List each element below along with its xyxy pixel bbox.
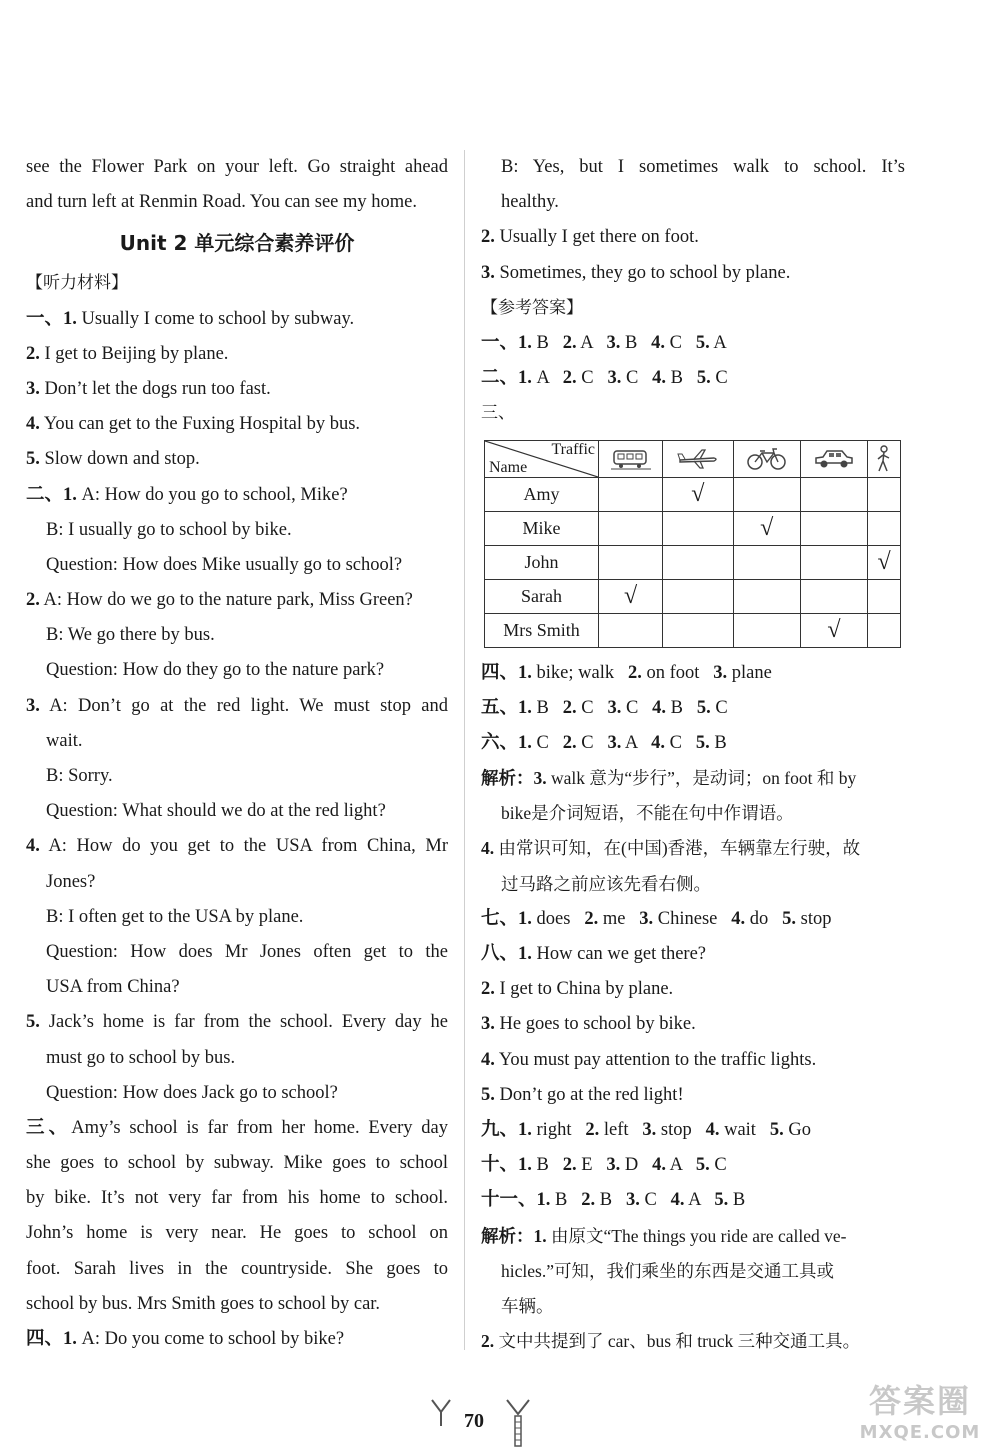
item-number: 六、1. <box>481 732 532 753</box>
table-row <box>485 511 901 545</box>
text-line <box>481 150 905 185</box>
item-number: 5. <box>696 368 711 389</box>
text-line <box>481 220 905 255</box>
answer-text: D <box>620 1155 653 1176</box>
item-number: 十、1. <box>481 1155 532 1176</box>
answer-line <box>481 761 905 796</box>
item-number: 4. <box>481 838 495 859</box>
answer-text: B <box>666 697 697 718</box>
text-line <box>26 689 448 724</box>
answer-text: C <box>665 332 696 353</box>
line-text: Jack’s home is far from the school. Every day he <box>39 1012 448 1033</box>
check-mark-icon: √ <box>877 549 891 575</box>
text-line <box>26 724 448 759</box>
item-number: 3. <box>639 908 654 929</box>
text-line <box>26 513 448 548</box>
table-cell <box>733 477 800 511</box>
answer-text: I get to China by plane. <box>494 979 674 1000</box>
item-number: 5. <box>26 1012 40 1033</box>
item-number: 2. <box>562 332 577 353</box>
table-cell <box>599 511 663 545</box>
student-name: Mike <box>485 511 599 545</box>
intro-line: see the Flower Park on your left. Go straight ahead <box>26 157 448 177</box>
table-cell <box>800 545 867 579</box>
table-cell <box>733 511 800 545</box>
item-number: 4. <box>652 697 667 718</box>
answer-line <box>481 1289 905 1324</box>
answer-line <box>481 1219 905 1254</box>
section-label: 三、 <box>481 403 515 424</box>
answer-line <box>481 326 905 361</box>
answer-text: C <box>531 732 563 753</box>
line-text: Don’t let the dogs run too fast. <box>39 378 271 399</box>
table-cell <box>663 511 733 545</box>
item-number: 四、1. <box>481 662 532 683</box>
item-number: 一、1. <box>26 308 77 329</box>
table-cell <box>733 613 800 647</box>
text-line <box>26 794 448 829</box>
table-cell <box>663 477 733 511</box>
line-text: Slow down and stop. <box>39 449 200 470</box>
line-text: A: Don’t go at the red light. We must stop and <box>39 695 448 716</box>
item-number: 4. <box>652 368 667 389</box>
table-cell <box>599 477 663 511</box>
answer-text: 文中共提到了 car、bus 和 truck 三种交通工具。 <box>494 1331 861 1352</box>
item-number: 3. <box>625 1190 640 1211</box>
line-text: B: I often get to the USA by plane. <box>46 906 304 927</box>
answer-text: C <box>576 368 608 389</box>
item-number: 4. <box>651 732 666 753</box>
table-cell <box>800 477 867 511</box>
table-cell <box>868 511 901 545</box>
item-number: 2. <box>585 1119 600 1140</box>
text-line <box>26 1041 448 1076</box>
answer-text: B <box>550 1190 582 1211</box>
column-divider <box>464 150 465 1350</box>
answer-text: A <box>709 332 727 353</box>
item-number: 5. <box>696 697 711 718</box>
text-line <box>26 935 448 970</box>
text-line <box>26 302 448 337</box>
item-number: 3. <box>481 1014 495 1035</box>
item-number: 4. <box>652 1155 667 1176</box>
line-text: Sometimes, they go to school by plane. <box>494 262 791 283</box>
table-row <box>485 579 901 613</box>
text-line <box>26 970 448 1005</box>
line-text: Question: How do they go to the nature park? <box>46 660 385 681</box>
text-line <box>26 337 448 372</box>
page-ornament-left-icon <box>430 1398 452 1428</box>
answer-text: left <box>599 1119 643 1140</box>
table-row <box>485 613 901 647</box>
table-cell <box>868 477 901 511</box>
answer-line <box>481 726 905 761</box>
item-number: 七、1. <box>481 908 532 929</box>
item-number: 二、1. <box>26 484 77 505</box>
header-traffic-label: Traffic <box>551 440 595 458</box>
table-row <box>485 545 901 579</box>
left-column <box>26 150 448 1357</box>
plane-icon <box>663 440 733 477</box>
item-number: 3. <box>607 732 622 753</box>
answer-text: C <box>576 697 608 718</box>
intro-line: and turn left at Renmin Road. You can see my home. <box>26 192 418 213</box>
answer-text: on foot <box>641 662 714 683</box>
answer-line <box>481 937 905 972</box>
item-number: 5. <box>26 449 40 470</box>
answer-text: You must pay attention to the traffic lights. <box>494 1049 817 1070</box>
item-number: 四、1. <box>26 1329 77 1349</box>
answer-line <box>481 691 905 726</box>
line-text: B: Sorry. <box>46 766 113 786</box>
text-line <box>26 442 448 477</box>
answer-text: do <box>745 908 783 929</box>
answer-text: C <box>710 368 728 389</box>
answer-text: A <box>666 1155 696 1176</box>
item-number: 5. <box>481 1084 495 1105</box>
line-text: foot. Sarah lives in the countryside. She goes to <box>26 1258 448 1279</box>
line-text: A: Do you come to school by bike? <box>76 1329 345 1349</box>
answer-text: A <box>621 732 652 753</box>
table-row <box>485 477 901 511</box>
text-line <box>26 865 448 900</box>
check-mark-icon: √ <box>827 617 841 643</box>
table-cell <box>663 579 733 613</box>
item-number: 3. <box>481 262 495 283</box>
text-line <box>26 372 448 407</box>
item-number: 2. <box>481 979 495 1000</box>
item-number: 解析：1. <box>481 1225 547 1246</box>
traffic-table <box>484 440 901 648</box>
answer-line <box>481 867 905 902</box>
item-number: 3. <box>607 697 622 718</box>
listening-script <box>26 302 448 1358</box>
answer-text: C <box>639 1190 671 1211</box>
item-number: 3. <box>607 368 622 389</box>
check-mark-icon: √ <box>623 583 638 609</box>
item-number: 4. <box>651 332 666 353</box>
table-cell <box>868 613 901 647</box>
table-header-row <box>485 440 901 477</box>
answer-text: A <box>531 368 563 389</box>
item-number: 2. <box>584 908 599 929</box>
line-text: Question: How does Mike usually go to school? <box>46 554 403 575</box>
line-text: she goes to school by subway. Mike goes to school <box>26 1153 448 1174</box>
text-line <box>26 548 448 583</box>
answer-list <box>481 656 905 1360</box>
answer-text: C <box>710 697 728 718</box>
answer-text: B <box>709 732 727 753</box>
line-text: B: Yes, but I sometimes walk to school. It’s <box>501 157 905 177</box>
answer-line <box>481 1007 905 1042</box>
table-cell <box>599 579 663 613</box>
table-cell <box>599 613 663 647</box>
item-number: 4. <box>26 414 40 435</box>
answer-text: B <box>531 1155 563 1176</box>
answer-text: B <box>531 697 563 718</box>
answer-text: me <box>598 908 640 929</box>
answer-text: C <box>576 732 608 753</box>
answers-label: 【参考答案】 <box>481 297 583 318</box>
answer-line <box>481 656 905 691</box>
item-number: 2. <box>562 697 577 718</box>
answer-text: C <box>621 368 653 389</box>
student-name: Sarah <box>485 579 599 613</box>
line-text: USA from China? <box>46 977 180 998</box>
item-number: 4. <box>26 836 40 857</box>
item-number: 2. <box>627 662 642 683</box>
unit-title: Unit 2 单元综合素养评价 <box>119 231 355 256</box>
text-line <box>26 1322 448 1357</box>
item-number: 3. <box>642 1119 657 1140</box>
answer-line <box>481 1183 905 1218</box>
item-number: 2. <box>581 1190 596 1211</box>
line-text: Question: What should we do at the red light? <box>46 801 386 822</box>
bike-icon <box>733 440 800 477</box>
text-line <box>26 653 448 688</box>
answer-line <box>481 1043 905 1078</box>
table-cell <box>800 579 867 613</box>
answer-line <box>481 796 905 831</box>
answer-line <box>481 1148 905 1183</box>
line-text: Amy’s school is far from her home. Every day <box>71 1117 448 1138</box>
item-number: 5. <box>714 1190 729 1211</box>
line-text: A: How do you go to school, Mike? <box>76 484 348 505</box>
text-line <box>26 1005 448 1040</box>
item-number: 2. <box>26 343 40 364</box>
item-number: 三、 <box>26 1117 72 1138</box>
watermark-domain: MXQE.COM <box>859 1422 981 1443</box>
text-line <box>26 1111 448 1146</box>
table-cell <box>733 545 800 579</box>
answer-text: 车辆。 <box>501 1295 554 1316</box>
line-text: B: We go there by bus. <box>46 625 215 646</box>
answer-text: plane <box>727 662 772 683</box>
table-cell <box>733 579 800 613</box>
answer-text: B <box>728 1190 746 1211</box>
table-corner-cell <box>485 440 599 477</box>
right-column <box>481 150 905 1359</box>
answer-text: E <box>576 1155 607 1176</box>
item-number: 5. <box>695 1155 710 1176</box>
text-line <box>26 759 448 794</box>
line-text: B: I usually go to school by bike. <box>46 519 292 540</box>
text-line <box>26 618 448 653</box>
item-number: 2. <box>562 732 577 753</box>
item-number: 5. <box>769 1119 784 1140</box>
answer-text: 由常识可知，在(中国)香港，车辆靠左行驶，故 <box>494 838 861 859</box>
page-number: 70 <box>464 1410 484 1432</box>
line-text: John’s home is very near. He goes to school on <box>26 1223 448 1244</box>
item-number: 2. <box>481 227 495 248</box>
answer-text: 由原文“The things you ride are called ve- <box>546 1225 847 1246</box>
answer-text: right <box>531 1119 586 1140</box>
text-line <box>26 583 448 618</box>
student-name: Amy <box>485 477 599 511</box>
item-number: 八、1. <box>481 944 532 964</box>
line-text: Jones? <box>46 871 96 892</box>
answer-text: B <box>620 332 652 353</box>
answer-line <box>481 1254 905 1289</box>
answer-line <box>481 361 905 396</box>
answer-text: He goes to school by bike. <box>494 1014 696 1035</box>
check-mark-icon: √ <box>760 515 774 541</box>
text-line <box>26 407 448 442</box>
line-text: school by bus. Mrs Smith goes to school by car. <box>26 1293 381 1314</box>
walk-icon <box>868 440 901 477</box>
item-number: 2. <box>481 1331 495 1352</box>
text-line <box>26 1146 448 1181</box>
listening-script-continued <box>481 150 905 291</box>
answer-text: C <box>709 1155 727 1176</box>
answer-text: bike; walk <box>531 662 628 683</box>
table-cell <box>599 545 663 579</box>
line-text: Question: How does Jack go to school? <box>46 1082 338 1103</box>
listening-label: 【听力材料】 <box>26 273 128 294</box>
answer-text: B <box>595 1190 626 1211</box>
item-number: 五、1. <box>481 697 532 718</box>
line-text: I get to Beijing by plane. <box>39 343 229 364</box>
item-number: 4. <box>481 1049 495 1070</box>
check-mark-icon: √ <box>691 481 705 507</box>
answer-text: C <box>621 697 653 718</box>
item-number: 3. <box>606 1155 621 1176</box>
line-text: You can get to the Fuxing Hospital by bus. <box>39 414 361 435</box>
text-line <box>481 256 905 291</box>
line-text: must go to school by bus. <box>46 1047 236 1068</box>
student-name: Mrs Smith <box>485 613 599 647</box>
item-number: 5. <box>695 732 710 753</box>
answer-line <box>481 972 905 1007</box>
item-number: 2. <box>26 590 40 611</box>
answer-text: wait <box>719 1119 770 1140</box>
item-number: 4. <box>705 1119 720 1140</box>
item-number: 4. <box>731 908 746 929</box>
text-line <box>26 900 448 935</box>
answer-line <box>481 1324 905 1359</box>
line-text: A: How do we go to the nature park, Miss Green? <box>39 590 413 611</box>
text-line <box>26 1216 448 1251</box>
item-number: 3. <box>606 332 621 353</box>
answer-text: 过马路之前应该先看右侧。 <box>501 873 711 894</box>
item-number: 5. <box>782 908 797 929</box>
item-number: 解析：3. <box>481 768 547 789</box>
text-line <box>26 1252 448 1287</box>
item-number: 4. <box>670 1190 685 1211</box>
text-line <box>26 829 448 864</box>
answer-text: C <box>665 732 696 753</box>
item-number: 2. <box>562 368 577 389</box>
answer-text: stop <box>656 1119 706 1140</box>
answer-text: bike是介词短语，不能在句中作谓语。 <box>501 803 794 824</box>
line-text: A: How do you get to the USA from China, Mr <box>39 836 448 857</box>
car-icon <box>800 440 867 477</box>
answer-text: How can we get there? <box>531 944 707 964</box>
item-number: 九、1. <box>481 1119 532 1140</box>
table-cell <box>800 511 867 545</box>
line-text: Usually I come to school by subway. <box>76 308 355 329</box>
text-line <box>481 185 905 220</box>
answer-line <box>481 831 905 866</box>
answer-text: A <box>684 1190 715 1211</box>
watermark-logo: 答案圈 <box>868 1382 971 1420</box>
text-line <box>26 1076 448 1111</box>
line-text: Question: How does Mr Jones often get to the <box>46 941 448 962</box>
line-text: by bike. It’s not very far from his home to school. <box>26 1188 448 1209</box>
item-number: 5. <box>695 332 710 353</box>
answer-text: stop <box>796 908 832 929</box>
text-line <box>26 1181 448 1216</box>
table-cell <box>868 545 901 579</box>
answer-text: does <box>531 908 585 929</box>
header-name-label: Name <box>489 458 528 476</box>
table-cell <box>868 579 901 613</box>
text-line <box>26 478 448 513</box>
table-cell <box>800 613 867 647</box>
item-number: 一、1. <box>481 332 532 353</box>
answer-text: walk 意为“步行”，是动词；on foot 和 by <box>546 768 857 789</box>
answer-text: B <box>666 368 697 389</box>
table-cell <box>663 545 733 579</box>
table-cell <box>663 613 733 647</box>
item-number: 3. <box>26 695 40 716</box>
item-number: 3. <box>713 662 728 683</box>
answer-text: Go <box>783 1119 811 1140</box>
line-text: wait. <box>46 730 83 751</box>
item-number: 2. <box>562 1155 577 1176</box>
answer-text: hicles.”可知，我们乘坐的东西是交通工具或 <box>501 1260 834 1281</box>
page-ornament-right-icon <box>505 1398 531 1448</box>
item-number: 十一、1. <box>481 1190 551 1211</box>
item-number: 二、1. <box>481 368 532 389</box>
student-name: John <box>485 545 599 579</box>
text-line <box>26 1287 448 1322</box>
answer-line <box>481 1078 905 1113</box>
line-text: Usually I get there on foot. <box>494 227 699 248</box>
answer-line <box>481 1113 905 1148</box>
watermark <box>850 1376 990 1443</box>
answer-text: Chinese <box>653 908 732 929</box>
line-text: healthy. <box>501 192 559 213</box>
answer-text: A <box>576 332 607 353</box>
answer-line <box>481 902 905 937</box>
item-number: 3. <box>26 378 40 399</box>
subway-icon <box>599 440 663 477</box>
answer-text: Don’t go at the red light! <box>494 1084 684 1105</box>
answer-text: B <box>531 332 563 353</box>
